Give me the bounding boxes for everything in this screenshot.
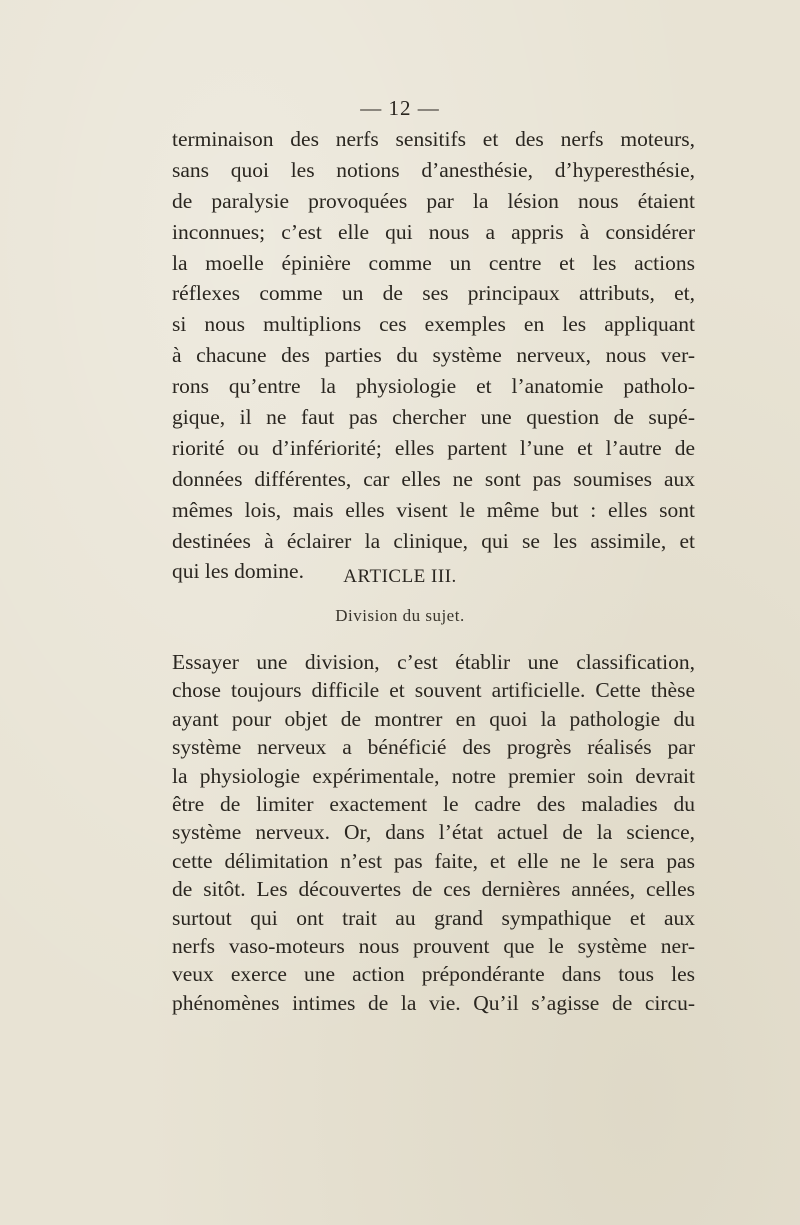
article-heading: ARTICLE III. [343,566,457,587]
text-line: gique, il ne faut pas chercher une question de supé- [172,405,695,430]
text-line: système nerveux a bénéficié des progrès réalisés par [172,735,695,760]
paragraph-division [172,648,695,1017]
text-line: cette délimitation n’est pas faite, et elle ne le sera pas [172,848,695,873]
text-line: la physiologie expérimentale, notre premier soin devrait [172,763,695,788]
section-subheading: Division du sujet. [335,606,465,625]
text-line: réflexes comme un de ses principaux attributs, et, [172,281,695,306]
text-line: terminaison des nerfs sensitifs et des nerfs moteurs, [172,127,695,151]
text-line: système nerveux. Or, dans l’état actuel de la science, [172,820,695,845]
text-line: rons qu’entre la physiologie et l’anatomie patholo- [172,374,695,399]
text-line: nerfs vaso-moteurs nous prouvent que le système ner- [172,933,695,958]
text-line: veux exerce une action prépondérante dans tous les [172,962,695,987]
text-line: si nous multiplions ces exemples en les appliquant [172,312,695,337]
text-line: phénomènes intimes de la vie. Qu’il s’agisse de circu- [172,990,695,1015]
text-line: de paralysie provoquées par la lésion nous étaient [172,188,695,213]
text-line: sans quoi les notions d’anesthésie, d’hyperesthésie, [172,157,695,182]
text-line: la moelle épinière comme un centre et les actions [172,250,695,275]
text-line: Essayer une division, c’est établir une classification, [172,650,695,674]
text-line: destinées à éclairer la clinique, qui se les assimile, et [172,528,695,553]
text-line: à chacune des parties du système nerveux, nous ver- [172,343,695,368]
text-line: de sitôt. Les découvertes de ces dernières années, celles [172,877,695,902]
text-line: qui les domine. [172,559,304,584]
text-line: être de limiter exactement le cadre des maladies du [172,791,695,816]
text-line: surtout qui ont trait au grand sympathique et aux [172,905,695,930]
text-line: données différentes, car elles ne sont pas soumises aux [172,466,695,491]
text-line: chose toujours difficile et souvent artificielle. Cette thèse [172,678,695,703]
text-line: inconnues; c’est elle qui nous a appris à considérer [172,219,695,244]
paragraph-continuation [172,124,695,587]
page-number: — 12 — [360,96,440,120]
text-line: riorité ou d’infériorité; elles partent l’une et l’autre de [172,435,695,460]
text-line: ayant pour objet de montrer en quoi la pathologie du [172,706,695,731]
text-line: mêmes lois, mais elles visent le même but : elles sont [172,497,695,522]
